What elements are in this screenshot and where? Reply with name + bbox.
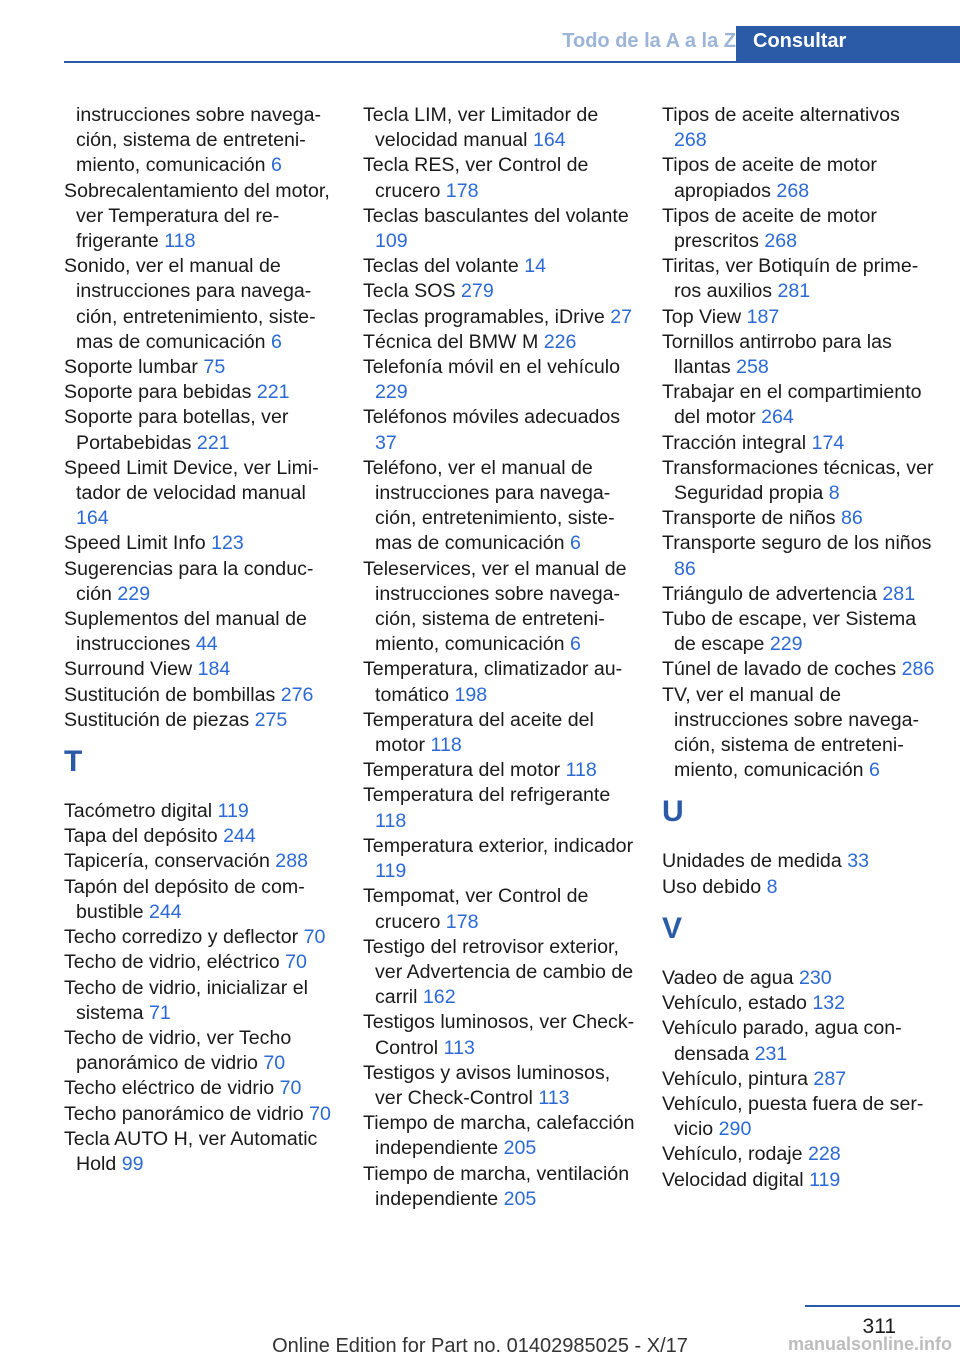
index-entry-text: Vehículo, estado <box>662 992 807 1015</box>
page-link[interactable]: 268 <box>764 230 798 253</box>
index-entry <box>662 431 937 456</box>
page-link[interactable]: 86 <box>674 557 696 580</box>
index-entry-text: Triángulo de advertencia <box>662 582 877 605</box>
page-link[interactable]: 288 <box>275 850 308 873</box>
index-entry <box>363 355 638 405</box>
page-link[interactable]: 6 <box>868 759 880 782</box>
page-link[interactable]: 268 <box>776 179 810 202</box>
index-entry-text: Tipos de aceite alternativos <box>662 104 900 126</box>
watermark: manualsonline.info <box>787 1334 952 1354</box>
index-entry-text: Tecla SOS <box>363 280 456 303</box>
index-entry <box>64 103 339 179</box>
index-entry <box>64 708 339 733</box>
page-link[interactable]: 287 <box>813 1067 847 1090</box>
index-entry <box>662 966 937 991</box>
page-link[interactable]: 70 <box>279 1077 302 1100</box>
page-link[interactable]: 118 <box>565 759 597 782</box>
index-entry-text: Vehículo, puesta fuera de servicio <box>662 1092 924 1141</box>
page-link[interactable]: 8 <box>828 482 840 505</box>
index-entry-text: Trabajar en el compartimiento del motor <box>662 381 922 429</box>
index-entry <box>64 355 339 380</box>
index-entry <box>363 153 638 203</box>
index-entry <box>662 1142 937 1167</box>
index-entry-text: Tornillos antirrobo para las llantas <box>662 330 892 379</box>
page-link[interactable]: 99 <box>121 1152 144 1175</box>
page-link[interactable]: 109 <box>375 230 408 253</box>
index-entry-text: Tipos de aceite de motor apropiados <box>662 154 877 202</box>
index-entry-text: Tecla AUTO H, ver Automatic Hold <box>64 1127 318 1175</box>
index-entry-text: Tipos de aceite de motor prescritos <box>662 204 877 253</box>
index-letter-heading: T <box>64 745 83 779</box>
index-entry <box>363 1162 638 1212</box>
index-entry <box>363 103 638 153</box>
index-entry-text: Testigos luminosos, ver Check-Control <box>363 1011 635 1059</box>
index-entry <box>662 506 937 531</box>
page-link[interactable]: 132 <box>812 992 846 1015</box>
index-entry-text: Tecla RES, ver Control de crucero <box>363 154 589 202</box>
index-entry <box>64 1076 339 1101</box>
page-link[interactable]: 164 <box>532 129 566 152</box>
index-entry <box>64 456 339 532</box>
index-entry-text: Techo eléctrico de vidrio <box>64 1077 275 1100</box>
page-link[interactable]: 119 <box>217 800 249 823</box>
page-link[interactable]: 118 <box>164 230 196 253</box>
index-entry <box>363 884 638 934</box>
page-link[interactable]: 198 <box>454 683 488 706</box>
index-entry-text: Transporte seguro de los niños <box>662 532 932 555</box>
page-link[interactable]: 37 <box>375 431 397 454</box>
page-link[interactable]: 290 <box>718 1118 752 1141</box>
index-entry-text: Teleservices, ver el manual de instrucciones sobre navegación, sistema de entretenimiento, comunicación <box>363 557 627 656</box>
index-entry <box>64 683 339 708</box>
index-entry <box>64 976 339 1026</box>
page-link[interactable]: 264 <box>761 406 794 429</box>
index-entry-text: Velocidad digital <box>662 1168 804 1191</box>
page-link[interactable]: 44 <box>195 633 218 656</box>
index-entry <box>363 456 638 557</box>
page-link[interactable]: 229 <box>769 633 803 656</box>
index-letter-heading: U <box>662 795 684 829</box>
index-entry-text: Temperatura del aceite del motor <box>363 708 594 757</box>
page-link[interactable]: 258 <box>736 356 769 379</box>
index-entry <box>662 153 937 203</box>
index-entry-text: Sugerencias para la conducción <box>64 557 314 605</box>
index-entry-text: Tracción integral <box>662 431 807 454</box>
index-entry-text: Testigos y avisos luminosos, ver Check-Control <box>363 1061 611 1109</box>
page-link[interactable]: 8 <box>766 875 778 898</box>
index-entry <box>662 657 937 682</box>
index-entry-text: Vehículo, rodaje <box>662 1143 803 1166</box>
index-entry <box>363 279 638 304</box>
index-entry-text: Tecla LIM, ver Limitador de velocidad manual <box>363 104 599 152</box>
page-link[interactable]: 281 <box>882 582 916 605</box>
page-link[interactable]: 70 <box>303 926 326 949</box>
page-link[interactable]: 70 <box>285 951 307 974</box>
page-link[interactable]: 281 <box>777 280 811 303</box>
page-link[interactable]: 118 <box>375 809 407 832</box>
index-column-2 <box>363 103 638 1212</box>
page-link[interactable]: 244 <box>149 900 182 923</box>
index-entry <box>662 456 937 506</box>
index-entry-text: Suplementos del manual de instrucciones <box>64 608 307 656</box>
page-link[interactable]: 276 <box>280 683 314 706</box>
index-entry-text: Tubo de escape, ver Sistema de escape <box>662 608 917 656</box>
index-entry-text: Vehículo parado, agua condensada <box>662 1017 902 1065</box>
index-entry <box>64 1127 339 1177</box>
index-entry <box>64 531 339 556</box>
index-entry <box>662 582 937 607</box>
index-entry <box>64 925 339 950</box>
index-entry-text: Top View <box>662 305 742 328</box>
page-link[interactable]: 205 <box>503 1137 537 1160</box>
page-link[interactable]: 187 <box>746 305 780 328</box>
index-entry-text: Teclas programables, iDrive <box>363 305 605 328</box>
page-link[interactable]: 231 <box>754 1042 788 1065</box>
index-entry-text: Tacómetro digital <box>64 800 213 823</box>
index-entry-text: Temperatura exterior, indicador <box>363 834 634 857</box>
index-entry-text: Temperatura del refrigerante <box>363 784 611 807</box>
page-link[interactable]: 86 <box>841 507 863 530</box>
index-entry <box>662 607 937 657</box>
index-entry-text: Teléfono, ver el manual de instrucciones para navegación, entretenimiento, sistemas de comunicación <box>363 456 615 555</box>
page-link[interactable]: 221 <box>256 381 290 404</box>
page-link[interactable]: 221 <box>196 431 230 454</box>
page-link[interactable]: 230 <box>798 966 832 989</box>
page-link[interactable]: 279 <box>461 280 494 303</box>
index-entry-text: Sustitución de bombillas <box>64 683 276 706</box>
index-entry-text: Speed Limit Info <box>64 532 206 555</box>
index-entry <box>662 1168 937 1193</box>
index-entry <box>64 607 339 657</box>
page-link[interactable]: 229 <box>117 582 151 605</box>
index-entry-text: Transformaciones técnicas, ver Seguridad propia <box>662 456 934 505</box>
index-entry-text: Sonido, ver el manual de instrucciones para navegación, entretenimiento, sistemas de comunicación <box>64 255 316 353</box>
index-entry-text: Testigo del retrovisor exterior, ver Advertencia de cambio de carril <box>363 935 634 1009</box>
index-entry-text: Soporte para bebidas <box>64 381 252 404</box>
index-entry-text: Teléfonos móviles adecuados <box>363 406 621 429</box>
page-link[interactable]: 33 <box>847 850 869 873</box>
page-link[interactable]: 184 <box>197 658 231 681</box>
page-link[interactable]: 178 <box>445 179 479 202</box>
page-link[interactable]: 6 <box>569 633 581 656</box>
index-entry-text: Speed Limit Device, ver Limitador de velocidad manual <box>64 456 319 505</box>
index-entry-text: Tiempo de marcha, calefacción independiente <box>363 1112 635 1160</box>
page-link[interactable]: 6 <box>569 532 581 555</box>
index-entry-text: Telefonía móvil en el vehículo <box>363 356 621 379</box>
page-link[interactable]: 6 <box>270 154 282 177</box>
index-entry <box>363 783 638 833</box>
index-entry <box>64 1102 339 1127</box>
index-entry <box>662 103 937 153</box>
page-header <box>0 26 960 62</box>
index-entry <box>64 950 339 975</box>
index-entry-text: Tapa del depósito <box>64 825 218 848</box>
index-entry <box>662 254 937 304</box>
page-link[interactable]: 75 <box>203 356 226 379</box>
page-link[interactable]: 178 <box>445 910 479 933</box>
index-entry <box>662 330 937 380</box>
section-title[interactable]: Todo de la A a la Z <box>562 30 736 52</box>
index-entry <box>662 849 937 874</box>
header-rule <box>64 61 960 63</box>
page-link[interactable]: 164 <box>76 507 109 530</box>
page-link[interactable]: 71 <box>148 1001 171 1024</box>
page-link[interactable]: 14 <box>524 255 547 278</box>
page-link[interactable]: 113 <box>443 1036 475 1059</box>
index-entry <box>363 204 638 254</box>
index-entry <box>363 758 638 783</box>
index-entry <box>363 305 638 330</box>
index-entry-text: Soporte para botellas, ver Portabebidas <box>64 406 289 454</box>
index-entry-text: Tapicería, conservación <box>64 850 270 873</box>
index-entry-text: Técnica del BMW M <box>363 330 539 353</box>
index-entry-text: Teclas basculantes del volante <box>363 204 629 227</box>
page-link[interactable]: 244 <box>223 825 256 848</box>
page-number: 311 <box>862 1315 896 1338</box>
index-entry-text: Vehículo, pintura <box>662 1067 808 1090</box>
index-entry <box>64 557 339 607</box>
index-entry-text: Túnel de lavado de coches <box>662 658 897 681</box>
index-entry <box>64 824 339 849</box>
index-entry <box>363 254 638 279</box>
index-entry-text: Tiritas, ver Botiquín de primeros auxilios <box>662 255 919 303</box>
index-entry-text: Teclas del volante <box>363 255 519 278</box>
page-link[interactable]: 205 <box>503 1187 537 1210</box>
page-link[interactable]: 228 <box>807 1143 841 1166</box>
index-entry <box>363 557 638 658</box>
index-entry <box>662 991 937 1016</box>
page-link[interactable]: 174 <box>811 431 845 454</box>
index-entry <box>363 330 638 355</box>
index-letter-heading: V <box>662 911 683 945</box>
page-link[interactable]: 123 <box>211 532 244 555</box>
index-entry-text: Sobrecalentamiento del motor, ver Temperatura del refrigerante <box>64 179 330 253</box>
index-entry <box>662 1016 937 1066</box>
index-entry <box>662 875 937 900</box>
footer-rule <box>805 1305 960 1307</box>
index-entry-text: Techo corredizo y deflector <box>64 926 299 949</box>
index-entry-text: Temperatura del motor <box>363 759 561 782</box>
index-entry <box>64 179 339 255</box>
page-link[interactable]: 226 <box>543 330 577 353</box>
index-entry-text: Transporte de niños <box>662 507 836 530</box>
page-link[interactable]: 27 <box>610 305 632 328</box>
index-entry-text: Temperatura, climatizador automático <box>363 658 623 706</box>
index-entry <box>662 1067 937 1092</box>
page-link[interactable]: 286 <box>901 658 935 681</box>
index-entry-text: Uso debido <box>662 875 762 898</box>
index-entry-text: Techo de vidrio, eléctrico <box>64 951 280 974</box>
index-entry-text: Vadeo de agua <box>662 966 794 989</box>
edition-note: Online Edition for Part no. 01402985025 - X/17 <box>272 1335 688 1357</box>
index-entry <box>363 405 638 455</box>
tab-consultar[interactable]: Consultar <box>736 26 960 62</box>
page-link[interactable]: 119 <box>375 860 407 883</box>
index-entry <box>363 1010 638 1060</box>
page-link[interactable]: 119 <box>809 1168 841 1191</box>
index-entry <box>662 305 937 330</box>
index-entry <box>662 1092 937 1142</box>
index-entry-text: Surround View <box>64 658 193 681</box>
index-entry <box>363 657 638 707</box>
index-entry <box>363 935 638 1011</box>
index-entry <box>64 1026 339 1076</box>
page-link[interactable]: 162 <box>422 986 456 1009</box>
index-entry <box>363 1061 638 1111</box>
page-link[interactable]: 275 <box>254 708 288 731</box>
index-entry-text: Techo panorámico de vidrio <box>64 1102 304 1125</box>
index-entry-text: Tempomat, ver Control de crucero <box>363 885 589 933</box>
index-entry-text: Soporte lumbar <box>64 356 198 379</box>
index-entry <box>64 875 339 925</box>
index-entry <box>662 204 937 254</box>
page-link[interactable]: 6 <box>270 330 282 353</box>
index-column-1 <box>64 103 339 1177</box>
page-link[interactable]: 70 <box>309 1102 331 1125</box>
index-entry <box>662 683 937 784</box>
index-entry <box>64 799 339 824</box>
index-column-3 <box>662 103 937 1193</box>
index-entry-text: Techo de vidrio, inicializar el sistema <box>64 976 308 1024</box>
index-entry-text: Tiempo de marcha, ventilación independiente <box>363 1162 630 1210</box>
index-entry-text: Tapón del depósito de combustible <box>64 875 305 923</box>
index-entry <box>363 834 638 884</box>
index-entry <box>662 380 937 430</box>
index-entry-text: instrucciones sobre navegación, sistema de entretenimiento, comunicación <box>76 104 322 177</box>
page-link[interactable]: 118 <box>430 734 462 757</box>
page-link[interactable]: 229 <box>375 381 408 404</box>
index-entry-text: Techo de vidrio, ver Techo panorámico de vidrio <box>64 1026 292 1075</box>
page-link[interactable]: 268 <box>674 129 707 152</box>
index-entry <box>662 531 937 581</box>
index-entry <box>64 380 339 405</box>
index-entry-text: Unidades de medida <box>662 850 842 873</box>
index-entry <box>363 708 638 758</box>
index-entry <box>64 254 339 355</box>
index-entry-text: Sustitución de piezas <box>64 708 250 731</box>
index-entry <box>64 405 339 455</box>
index-entry <box>64 849 339 874</box>
index-entry <box>363 1111 638 1161</box>
index-entry-text: TV, ver el manual de instrucciones sobre navegación, sistema de entretenimiento, comunicación <box>662 683 920 782</box>
index-entry <box>64 657 339 682</box>
page-link[interactable]: 70 <box>263 1052 286 1075</box>
page-link[interactable]: 113 <box>538 1086 570 1109</box>
